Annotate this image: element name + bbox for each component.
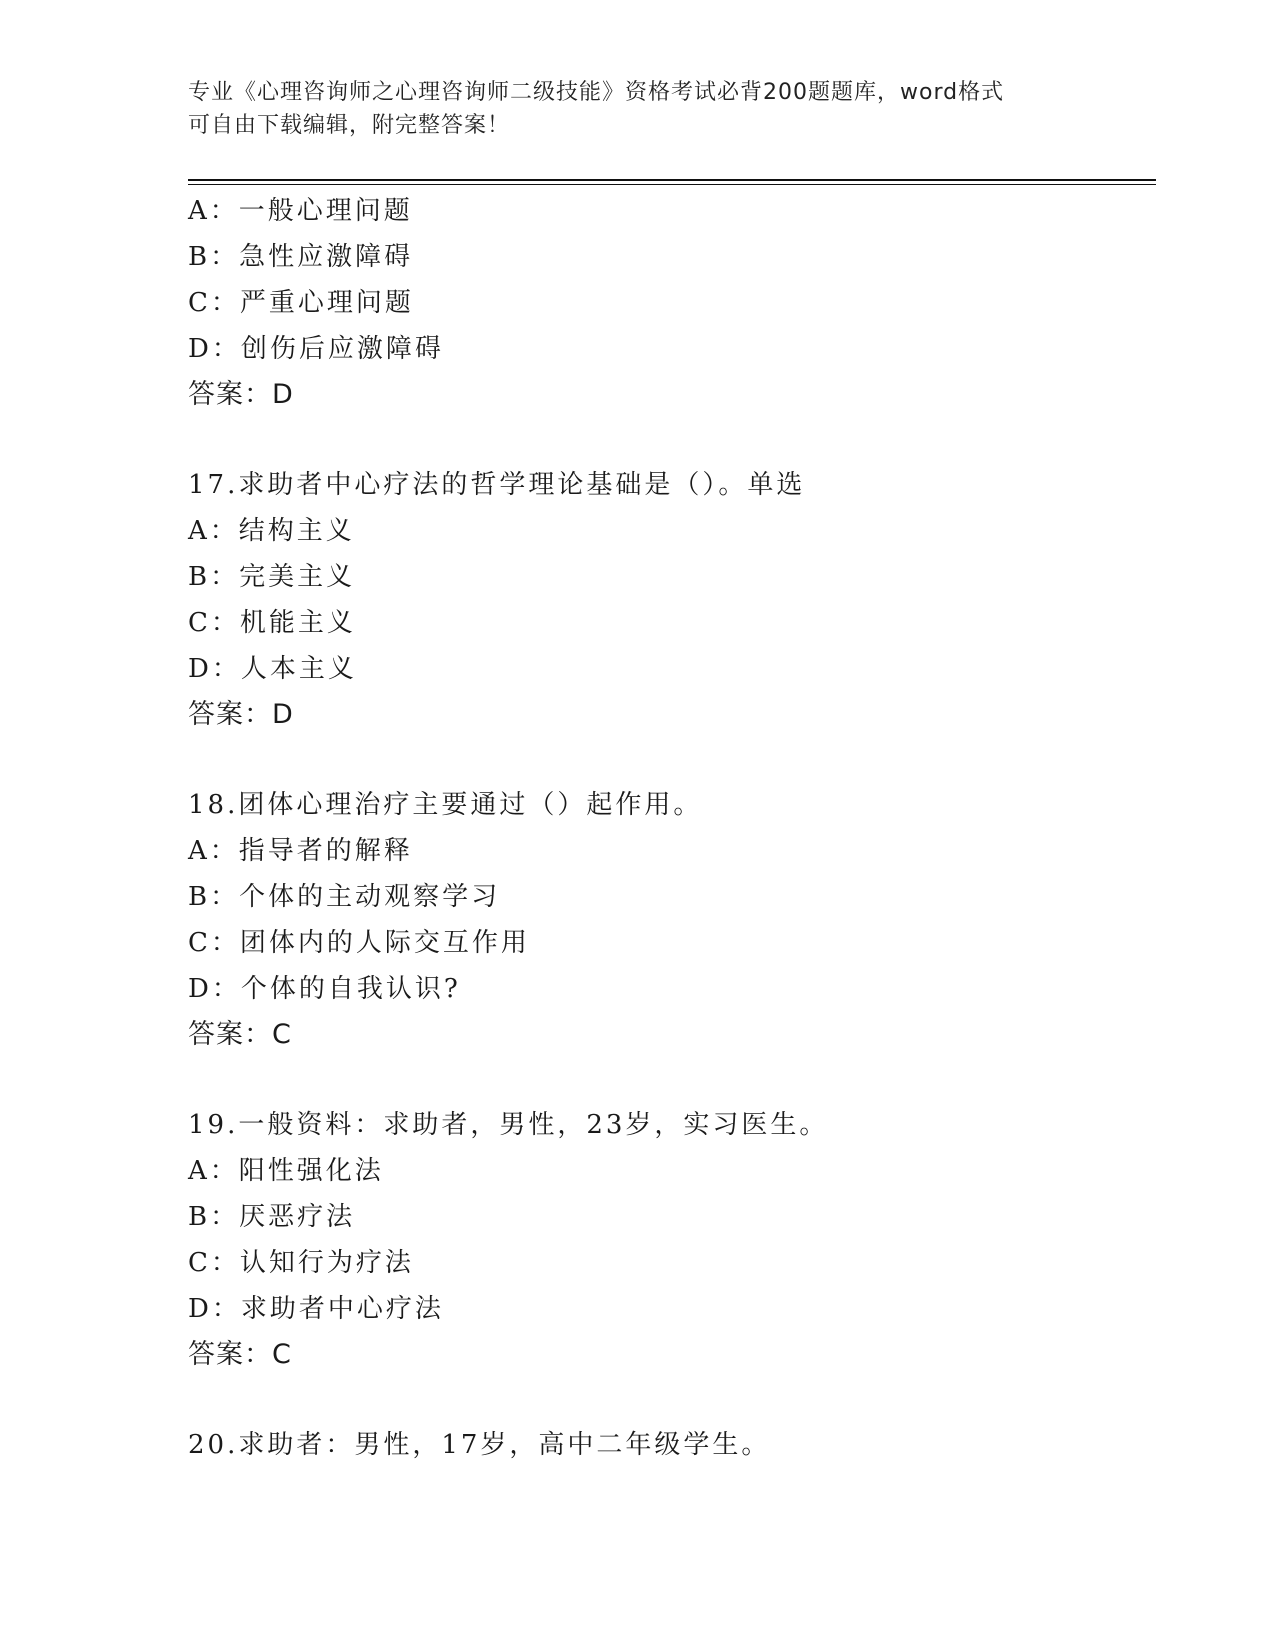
option-b: B：厌恶疗法: [188, 1202, 356, 1232]
document-header: [188, 76, 1088, 142]
option-b: B：个体的主动观察学习: [188, 882, 501, 912]
question-text: 17.求助者中心疗法的哲学理论基础是（）。单选: [188, 470, 806, 500]
option-b: B：完美主义: [188, 562, 356, 592]
header-line-2: 可自由下载编辑，附完整答案！: [188, 113, 511, 138]
option-d: D：个体的自我认识?: [188, 974, 461, 1004]
option-c: C：机能主义: [188, 608, 356, 638]
question-block-16: [188, 188, 1148, 418]
header-line-1: 专业《心理咨询师之心理咨询师二级技能》资格考试必背200题题库，word格式: [188, 80, 1005, 105]
option-c: C：认知行为疗法: [188, 1248, 414, 1278]
header-rule-thin: [188, 184, 1156, 185]
answer-line: 答案：C: [188, 1339, 292, 1370]
option-d: D：创伤后应激障碍: [188, 334, 444, 364]
answer-line: 答案：D: [188, 699, 294, 730]
option-a: A：结构主义: [188, 516, 355, 546]
option-a: A：阳性强化法: [188, 1156, 384, 1186]
question-block-20: [188, 1422, 1148, 1468]
option-d: D：人本主义: [188, 654, 357, 684]
option-d: D：求助者中心疗法: [188, 1294, 444, 1324]
question-text: 20.求助者：男性，17岁，高中二年级学生。: [188, 1430, 771, 1460]
header-rule-thick: [188, 179, 1156, 181]
answer-line: 答案：D: [188, 379, 294, 410]
option-a: A：一般心理问题: [188, 196, 413, 226]
answer-line: 答案：C: [188, 1019, 292, 1050]
option-c: C：严重心理问题: [188, 288, 414, 318]
question-block-18: [188, 782, 1148, 1058]
option-b: B：急性应激障碍: [188, 242, 414, 272]
question-text: 18.团体心理治疗主要通过（）起作用。: [188, 790, 703, 820]
question-list: [188, 188, 1148, 1468]
question-block-19: [188, 1102, 1148, 1378]
option-a: A：指导者的解释: [188, 836, 413, 866]
question-text: 19.一般资料：求助者，男性，23岁，实习医生。: [188, 1110, 829, 1140]
option-c: C：团体内的人际交互作用: [188, 928, 530, 958]
question-block-17: [188, 462, 1148, 738]
